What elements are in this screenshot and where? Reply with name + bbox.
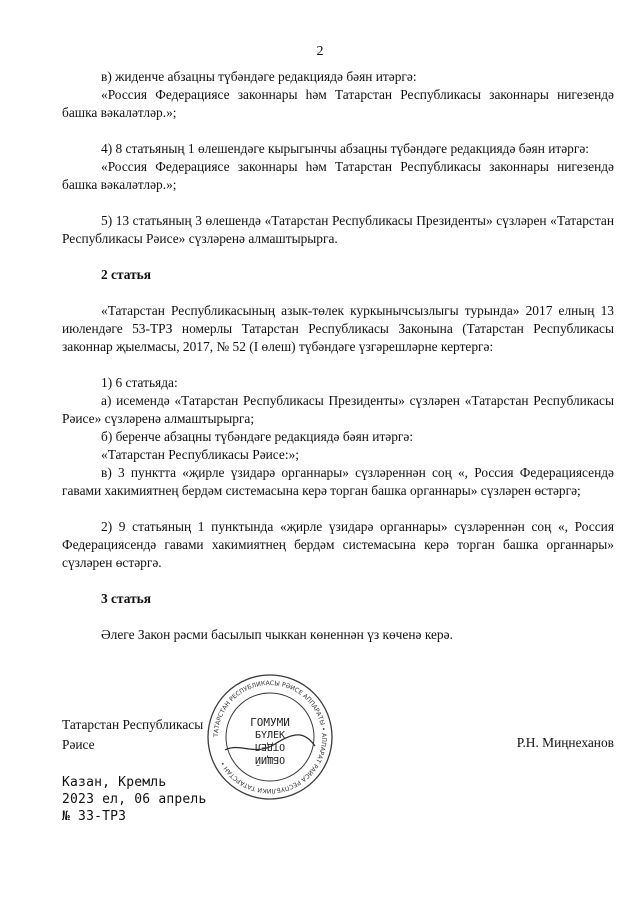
stamp-center-line: ОБЩИЙ [254,754,286,765]
registration-line: 2023 ел, 06 апрель [62,792,207,807]
stamp-center-line: БҮЛЕК [254,730,286,741]
official-stamp [195,672,345,807]
signatory-name: Р.Н. Миңнеханов [516,735,614,750]
paragraph: 1) 6 статьяда: [101,375,178,390]
registration-line: Казан, Кремль [62,775,167,790]
paragraph: Әлеге Закон рәсми басылып чыккан көненнән үз көченә керә. [101,627,453,642]
paragraph: 2) 9 статьяның 1 пунктында «җирле үзидарә органнары» сүзләреннән соң «, Россия Федерациясендә гавами хакимиятнең бердәм системасына керә торган башка органнары» сүзләрен өстәргә. [62,519,614,570]
article-heading: 2 статья [101,267,151,282]
article-heading: 3 статья [101,591,151,606]
paragraph: «Россия Федерациясе законнары һәм Татарстан Республикасы законнары нигезендә башка вәкаләтләр.»; [62,87,614,120]
stamp-center-line: ГОМУМИ [250,716,290,729]
paragraph: в) жиденче абзацны түбәндәге редакциядә бәян итәргә: [101,69,417,84]
paragraph: «Татарстан Республикасы Рәисе:»; [101,447,299,462]
paragraph: б) беренче абзацны түбәндәге редакциядә бәян итәргә: [101,429,414,444]
document-body [62,68,614,644]
paragraph: в) 3 пунктта «җирле үзидарә органнары» сүзләреннән соң «, Россия Федерациясендә гавами хакимиятнең бердәм системасына керә торган башка органнары» сүзләрен өстәргә; [62,465,614,498]
page-number: 2 [316,44,324,59]
stamp-seal-icon [195,672,345,802]
registration-line: № 33-ТРЗ [62,809,127,824]
paragraph: 4) 8 статьяның 1 өлешендәге кырыгынчы абзацны түбәндәге редакциядә бәян итәргә: [101,141,590,156]
signatory-title-line: Татарстан Республикасы [62,717,204,732]
stamp-ring-text: ТАТАРСТАН РЕСПУБЛИКАСЫ РӘИСЕ АППАРАТЫ • АППАРАТ РАИСА РЕСПУБЛИКИ ТАТАРСТАН • [212,679,328,795]
stamp-center-line: ОТДЕЛ [254,741,286,752]
paragraph: «Россия Федерациясе законнары һәм Татарстан Республикасы законнары нигезендә башка вәкаләтләр.»; [62,159,614,192]
signatory-title-line: Рәисе [62,737,95,752]
signatory-title [62,715,203,755]
paragraph: «Татарстан Республикасының азык-төлек куркынычсызлыгы турында» 2017 елның 13 июлендәге 53-ТРЗ номерлы Татарстан Республикасы Законына (Татарстан Республикасы законнар җыелмасы, 2017, № 52 (I өлеш) түбәндәге үзгәрешләрне кертергә: [62,303,614,354]
paragraph: 5) 13 статьяның 3 өлешендә «Татарстан Республикасы Президенты» сүзләрен «Татарстан Республикасы Рәисе» сүзләренә алмаштырырга. [62,213,614,246]
paragraph: а) исемендә «Татарстан Республикасы Президенты» сүзләрен «Татарстан Республикасы Рәисе» сүзләренә алмаштырырга; [62,393,614,426]
registration-block [62,774,206,825]
